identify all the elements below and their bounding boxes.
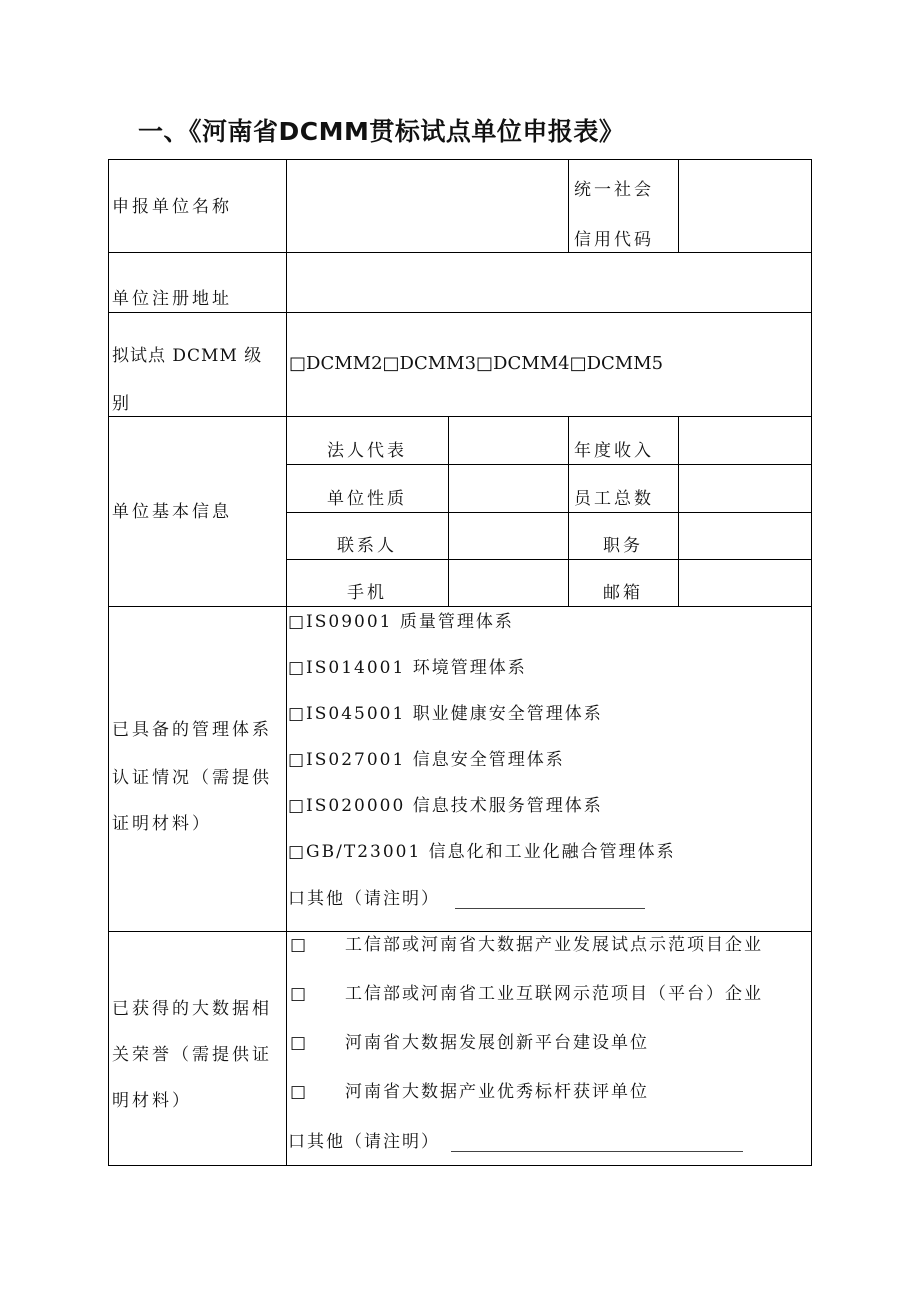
honor-label-line1: 已获得的大数据相	[112, 999, 272, 1019]
honor-option-innovation-platform: 河南省大数据发展创新平台建设单位	[345, 1033, 649, 1053]
honor-option-industrial-internet: 工信部或河南省工业互联网示范项目（平台）企业	[345, 984, 763, 1004]
table-border-bottom	[108, 1165, 812, 1166]
cert-other-input-line[interactable]	[455, 908, 645, 909]
cert-option-iso27001[interactable]: □IS027001 信息安全管理体系	[288, 750, 565, 770]
application-form-table	[108, 159, 812, 1166]
annual-revenue-label: 年度收入	[574, 441, 654, 461]
job-title-label: 职务	[603, 536, 643, 556]
info-subrow-divider	[286, 512, 812, 513]
honor-option-pilot-demo: 工信部或河南省大数据产业发展试点示范项目企业	[345, 935, 763, 955]
honor-label-line3: 明材料）	[112, 1091, 192, 1111]
column-divider	[678, 159, 679, 253]
legal-rep-label: 法人代表	[327, 441, 407, 461]
honor-checkbox[interactable]: □	[290, 1082, 307, 1102]
honor-checkbox[interactable]: □	[290, 1033, 307, 1053]
info-column-divider	[568, 416, 569, 607]
honor-other-input-line[interactable]	[451, 1151, 743, 1152]
contact-person-label: 联系人	[337, 536, 397, 556]
mobile-label: 手机	[347, 583, 387, 603]
cert-label-line1: 已具备的管理体系	[112, 720, 272, 740]
honor-label-line2: 关荣誉（需提供证	[112, 1045, 272, 1065]
info-subrow-divider	[286, 464, 812, 465]
label-column-divider	[286, 159, 287, 1166]
credit-code-label-line2: 信用代码	[574, 230, 654, 250]
cert-option-iso9001[interactable]: □IS09001 质量管理体系	[288, 612, 514, 632]
page-title: 一、《河南省DCMM贯标试点单位申报表》	[138, 117, 625, 146]
cert-option-gbt23001[interactable]: □GB/T23001 信息化和工业化融合管理体系	[288, 842, 676, 862]
employee-count-label: 员工总数	[574, 489, 654, 509]
row-divider	[108, 252, 812, 253]
cert-option-iso20000[interactable]: □IS020000 信息技术服务管理体系	[288, 796, 603, 816]
cert-option-iso14001[interactable]: □IS014001 环境管理体系	[288, 658, 527, 678]
cert-option-iso45001[interactable]: □IS045001 职业健康安全管理体系	[288, 704, 603, 724]
info-column-divider	[678, 416, 679, 607]
honor-option-other[interactable]: 口其他（请注明）	[288, 1132, 440, 1152]
table-border-top	[108, 159, 812, 160]
table-border-right	[811, 159, 812, 1166]
row-divider	[108, 606, 812, 607]
table-border-left	[108, 159, 109, 1166]
unit-name-label: 申报单位名称	[112, 197, 232, 217]
cert-label-line3: 证明材料）	[112, 814, 212, 834]
honor-option-benchmark-unit: 河南省大数据产业优秀标杆获评单位	[345, 1082, 649, 1102]
honor-checkbox[interactable]: □	[290, 935, 307, 955]
credit-code-label-line1: 统一社会	[574, 180, 654, 200]
row-divider	[108, 312, 812, 313]
basic-info-label: 单位基本信息	[112, 502, 232, 522]
dcmm-level-label-line1: 拟试点 DCMM 级	[112, 346, 263, 366]
honor-checkbox[interactable]: □	[290, 984, 307, 1004]
column-divider	[568, 159, 569, 253]
cert-option-other[interactable]: 口其他（请注明）	[288, 889, 440, 909]
info-subrow-divider	[286, 559, 812, 560]
info-column-divider	[448, 416, 449, 607]
row-divider	[108, 416, 812, 417]
cert-label-line2: 认证情况（需提供	[112, 768, 272, 788]
row-divider	[108, 931, 812, 932]
reg-address-label: 单位注册地址	[112, 289, 232, 309]
email-label: 邮箱	[603, 583, 643, 603]
dcmm-level-label-line2: 别	[112, 394, 132, 414]
unit-nature-label: 单位性质	[327, 489, 407, 509]
dcmm-level-options[interactable]: □DCMM2□DCMM3□DCMM4□DCMM5	[289, 353, 664, 374]
